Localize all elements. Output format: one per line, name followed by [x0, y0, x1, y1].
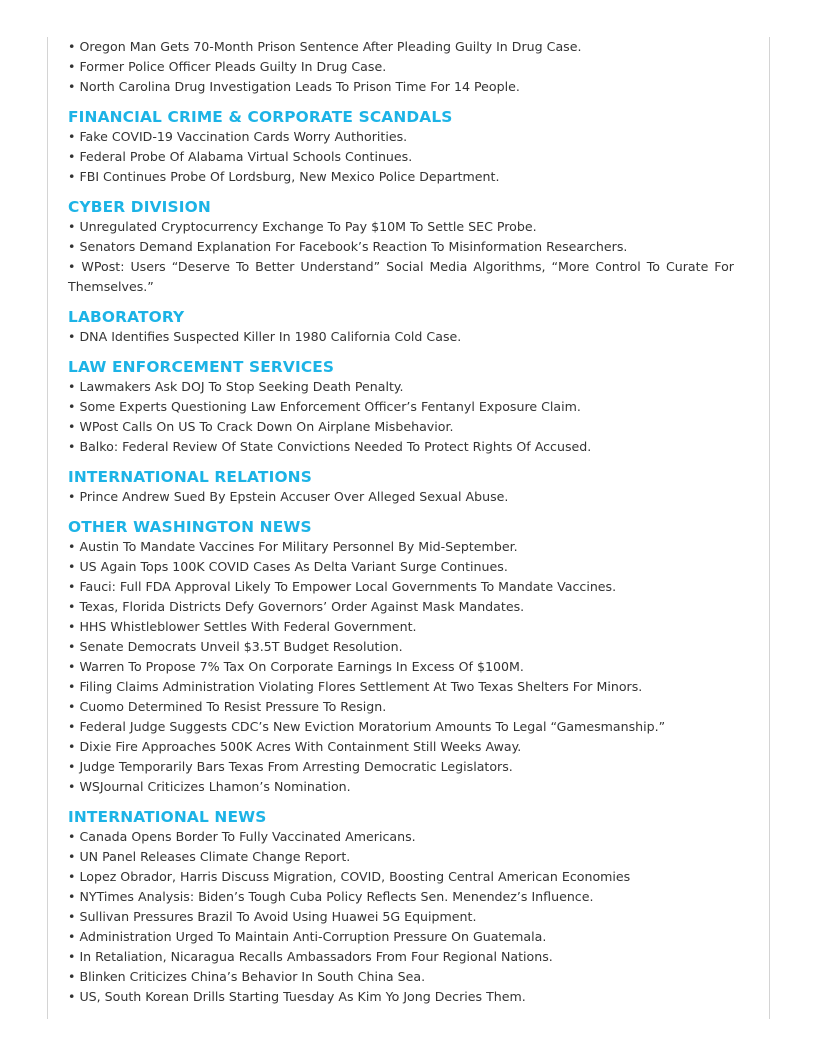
headline-text: Senate Democrats Unveil $3.5T Budget Resolution. [79, 639, 403, 654]
headline-text: Filing Claims Administration Violating Flores Settlement At Two Texas Shelters For Minors. [79, 679, 643, 694]
headline-text: Senators Demand Explanation For Facebook’s Reaction To Misinformation Researchers. [79, 239, 628, 254]
bullet-icon: • [68, 559, 76, 574]
bullet-icon: • [68, 379, 76, 394]
bullet-icon: • [68, 949, 76, 964]
headline-text: Cuomo Determined To Resist Pressure To Resign. [79, 699, 387, 714]
news-item[interactable] [68, 377, 734, 397]
bullet-icon: • [68, 79, 76, 94]
bullet-icon: • [68, 829, 76, 844]
news-item[interactable] [68, 597, 734, 617]
bullet-icon: • [68, 579, 76, 594]
headline-text: Prince Andrew Sued By Epstein Accuser Over Alleged Sexual Abuse. [79, 489, 509, 504]
section-heading: LAW ENFORCEMENT SERVICES [68, 358, 335, 376]
headline-text: Canada Opens Border To Fully Vaccinated Americans. [79, 829, 416, 844]
bullet-icon: • [68, 329, 76, 344]
news-item[interactable] [68, 77, 734, 97]
intro-list [68, 37, 734, 97]
bullet-icon: • [68, 149, 76, 164]
news-item[interactable] [68, 927, 734, 947]
news-item[interactable] [68, 327, 734, 347]
bullet-icon: • [68, 849, 76, 864]
bullet-icon: • [68, 969, 76, 984]
headline-text: Fauci: Full FDA Approval Likely To Empower Local Governments To Mandate Vaccines. [79, 579, 617, 594]
news-section [68, 197, 734, 297]
headline-text: FBI Continues Probe Of Lordsburg, New Mexico Police Department. [79, 169, 500, 184]
news-item[interactable] [68, 677, 734, 697]
news-item[interactable] [68, 947, 734, 967]
news-item[interactable] [68, 437, 734, 457]
bullet-icon: • [68, 889, 76, 904]
bullet-icon: • [68, 169, 76, 184]
bullet-icon: • [68, 989, 76, 1004]
headline-text: Austin To Mandate Vaccines For Military Personnel By Mid-September. [79, 539, 518, 554]
news-item[interactable] [68, 127, 734, 147]
news-item[interactable] [68, 217, 734, 237]
news-item[interactable] [68, 617, 734, 637]
news-item[interactable] [68, 487, 734, 507]
news-item[interactable] [68, 827, 734, 847]
section-heading: OTHER WASHINGTON NEWS [68, 518, 312, 536]
bullet-icon: • [68, 259, 76, 274]
bullet-icon: • [68, 619, 76, 634]
headline-text: Former Police Officer Pleads Guilty In Drug Case. [79, 59, 387, 74]
news-item[interactable] [68, 167, 734, 187]
bullet-icon: • [68, 489, 76, 504]
headline-text: Oregon Man Gets 70-Month Prison Sentence After Pleading Guilty In Drug Case. [79, 39, 582, 54]
headline-text: Lopez Obrador, Harris Discuss Migration, COVID, Boosting Central American Economies [79, 869, 631, 884]
news-item[interactable] [68, 257, 734, 297]
headline-text: WPost: Users “Deserve To Better Understand” Social Media Algorithms, “More Control To Curate For Themselves.” [68, 259, 734, 294]
bullet-icon: • [68, 699, 76, 714]
bullet-icon: • [68, 129, 76, 144]
headline-text: Blinken Criticizes China’s Behavior In South China Sea. [79, 969, 426, 984]
news-item[interactable] [68, 887, 734, 907]
news-item[interactable] [68, 737, 734, 757]
news-item[interactable] [68, 847, 734, 867]
headline-text: Federal Probe Of Alabama Virtual Schools Continues. [79, 149, 413, 164]
headline-text: WPost Calls On US To Crack Down On Airplane Misbehavior. [79, 419, 454, 434]
news-item[interactable] [68, 697, 734, 717]
news-item[interactable] [68, 397, 734, 417]
bullet-icon: • [68, 759, 76, 774]
bullet-icon: • [68, 929, 76, 944]
news-item[interactable] [68, 967, 734, 987]
section-heading: LABORATORY [68, 308, 185, 326]
bullet-icon: • [68, 739, 76, 754]
headline-text: Warren To Propose 7% Tax On Corporate Earnings In Excess Of $100M. [79, 659, 524, 674]
headline-text: Unregulated Cryptocurrency Exchange To Pay $10M To Settle SEC Probe. [79, 219, 537, 234]
news-item[interactable] [68, 147, 734, 167]
headline-text: In Retaliation, Nicaragua Recalls Ambassadors From Four Regional Nations. [79, 949, 553, 964]
headline-text: Dixie Fire Approaches 500K Acres With Containment Still Weeks Away. [79, 739, 522, 754]
headline-text: North Carolina Drug Investigation Leads To Prison Time For 14 People. [79, 79, 520, 94]
bullet-icon: • [68, 399, 76, 414]
bullet-icon: • [68, 779, 76, 794]
news-section [68, 357, 734, 457]
headline-text: US Again Tops 100K COVID Cases As Delta Variant Surge Continues. [79, 559, 508, 574]
news-item[interactable] [68, 777, 734, 797]
news-item[interactable] [68, 577, 734, 597]
news-item[interactable] [68, 757, 734, 777]
news-item[interactable] [68, 657, 734, 677]
section-heading: FINANCIAL CRIME & CORPORATE SCANDALS [68, 108, 453, 126]
news-item[interactable] [68, 717, 734, 737]
headline-text: US, South Korean Drills Starting Tuesday As Kim Yo Jong Decries Them. [79, 989, 526, 1004]
news-briefing-body [68, 37, 734, 1007]
section-heading: INTERNATIONAL RELATIONS [68, 468, 312, 486]
headline-text: Federal Judge Suggests CDC’s New Eviction Moratorium Amounts To Legal “Gamesmanship.” [79, 719, 666, 734]
headline-text: Texas, Florida Districts Defy Governors’ Order Against Mask Mandates. [79, 599, 525, 614]
news-section [68, 807, 734, 1007]
bullet-icon: • [68, 39, 76, 54]
bullet-icon: • [68, 599, 76, 614]
news-item[interactable] [68, 537, 734, 557]
headline-text: Lawmakers Ask DOJ To Stop Seeking Death Penalty. [79, 379, 404, 394]
news-item[interactable] [68, 987, 734, 1007]
news-item[interactable] [68, 637, 734, 657]
bullet-icon: • [68, 639, 76, 654]
bullet-icon: • [68, 219, 76, 234]
news-item[interactable] [68, 417, 734, 437]
headline-text: Administration Urged To Maintain Anti-Corruption Pressure On Guatemala. [79, 929, 547, 944]
headline-text: Judge Temporarily Bars Texas From Arresting Democratic Legislators. [79, 759, 513, 774]
headline-text: Balko: Federal Review Of State Convictions Needed To Protect Rights Of Accused. [79, 439, 592, 454]
news-section [68, 467, 734, 507]
bullet-icon: • [68, 659, 76, 674]
bullet-icon: • [68, 439, 76, 454]
headline-text: UN Panel Releases Climate Change Report. [79, 849, 351, 864]
news-item[interactable] [68, 57, 734, 77]
news-item[interactable] [68, 907, 734, 927]
bullet-icon: • [68, 909, 76, 924]
headline-text: Some Experts Questioning Law Enforcement Officer’s Fentanyl Exposure Claim. [79, 399, 581, 414]
headline-text: DNA Identifies Suspected Killer In 1980 California Cold Case. [79, 329, 462, 344]
bullet-icon: • [68, 719, 76, 734]
news-item[interactable] [68, 237, 734, 257]
news-item[interactable] [68, 37, 734, 57]
bullet-icon: • [68, 869, 76, 884]
headline-text: HHS Whistleblower Settles With Federal Government. [79, 619, 417, 634]
news-item[interactable] [68, 557, 734, 577]
section-heading: INTERNATIONAL NEWS [68, 808, 267, 826]
news-item[interactable] [68, 867, 734, 887]
headline-text: Fake COVID-19 Vaccination Cards Worry Authorities. [79, 129, 408, 144]
headline-text: NYTimes Analysis: Biden’s Tough Cuba Policy Reflects Sen. Menendez’s Influence. [79, 889, 594, 904]
headline-text: Sullivan Pressures Brazil To Avoid Using Huawei 5G Equipment. [79, 909, 477, 924]
bullet-icon: • [68, 679, 76, 694]
news-section [68, 107, 734, 187]
headline-text: WSJournal Criticizes Lhamon’s Nomination. [79, 779, 351, 794]
bullet-icon: • [68, 539, 76, 554]
section-heading: CYBER DIVISION [68, 198, 211, 216]
news-section [68, 307, 734, 347]
bullet-icon: • [68, 59, 76, 74]
bullet-icon: • [68, 419, 76, 434]
news-section [68, 517, 734, 797]
bullet-icon: • [68, 239, 76, 254]
